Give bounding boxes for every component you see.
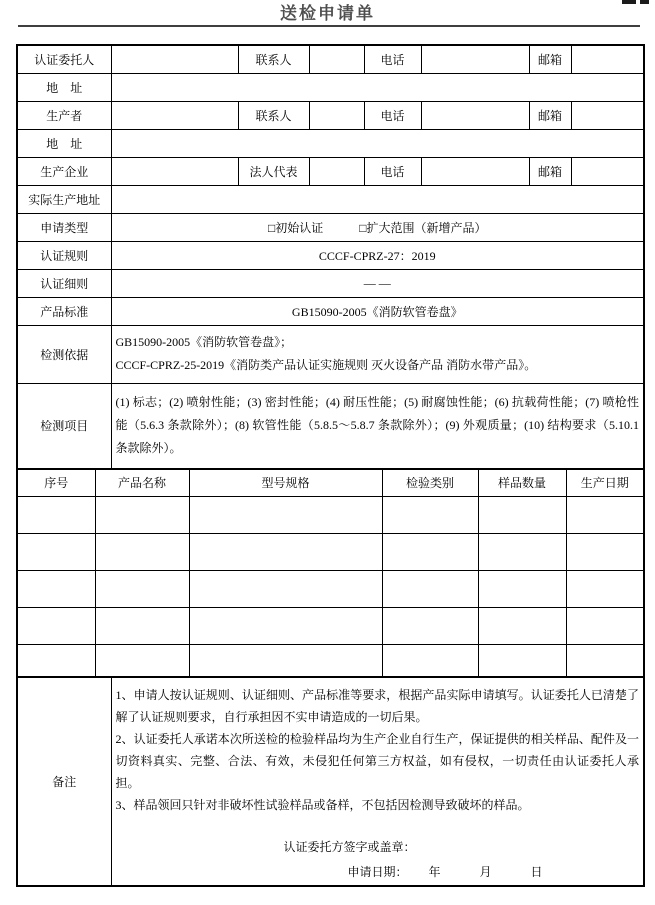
product-cell[interactable] (478, 570, 566, 607)
product-row (17, 496, 644, 533)
test-basis-line-2: CCCF-CPRZ-25-2019《消防类产品认证实施规则 灭火设备产品 消防水带产品》。 (115, 358, 537, 372)
test-basis-row (17, 325, 644, 383)
cert-rule-row (17, 241, 644, 269)
remark-table (16, 676, 645, 887)
cert-detail-label: 认证细则 (17, 269, 111, 297)
product-cell[interactable] (17, 607, 95, 644)
factory-address-value-cell[interactable] (111, 185, 644, 213)
factory-phone-value-cell[interactable] (421, 157, 529, 185)
header-inspection-type: 检验类别 (382, 469, 478, 496)
header-production-date: 生产日期 (566, 469, 644, 496)
producer-phone-label: 电话 (364, 101, 421, 129)
applicant-address-row (17, 73, 644, 101)
factory-label: 生产企业 (17, 157, 111, 185)
applicant-value-cell[interactable] (111, 45, 238, 73)
factory-legal-rep-label: 法人代表 (238, 157, 309, 185)
corner-artifact (622, 0, 649, 4)
product-cell[interactable] (95, 644, 189, 677)
remark-item-2: 2、认证委托人承诺本次所送检的检验样品均为生产企业自行生产，保证提供的相关样品、配件及一切资料真实、完整、合法、有效，未侵犯任何第三方权益，如有侵权，一切责任由认证委托人承担。 (115, 731, 639, 790)
producer-contact-label: 联系人 (238, 101, 309, 129)
remark-label: 备注 (17, 677, 111, 886)
header-seq-no: 序号 (17, 469, 95, 496)
producer-address-value-cell[interactable] (111, 129, 644, 157)
product-cell[interactable] (478, 607, 566, 644)
product-cell[interactable] (189, 533, 382, 570)
product-cell[interactable] (17, 644, 95, 677)
product-standard-label: 产品标准 (17, 297, 111, 325)
product-cell[interactable] (95, 607, 189, 644)
product-cell[interactable] (95, 496, 189, 533)
remark-content (111, 677, 644, 886)
product-cell[interactable] (566, 607, 644, 644)
checkbox-option-expand-scope[interactable]: □扩大范围（新增产品） (359, 220, 487, 235)
header-sample-qty: 样品数量 (478, 469, 566, 496)
factory-legal-rep-value-cell[interactable] (309, 157, 364, 185)
product-cell[interactable] (566, 496, 644, 533)
factory-email-value-cell[interactable] (571, 157, 644, 185)
product-cell[interactable] (189, 496, 382, 533)
product-row (17, 644, 644, 677)
product-cell[interactable] (95, 533, 189, 570)
factory-phone-label: 电话 (364, 157, 421, 185)
test-basis-label: 检测依据 (17, 325, 111, 383)
applicant-phone-label: 电话 (364, 45, 421, 73)
application-type-row (17, 213, 644, 241)
product-cell[interactable] (382, 607, 478, 644)
signature-block (116, 838, 640, 880)
application-type-options-cell (111, 213, 644, 241)
factory-email-label: 邮箱 (529, 157, 571, 185)
factory-row (17, 157, 644, 185)
product-cell[interactable] (478, 496, 566, 533)
factory-address-label: 实际生产地址 (17, 185, 111, 213)
applicant-phone-value-cell[interactable] (421, 45, 529, 73)
producer-address-row (17, 129, 644, 157)
producer-row (17, 101, 644, 129)
product-table-body (17, 496, 644, 677)
header-divider (18, 25, 640, 27)
product-cell[interactable] (382, 496, 478, 533)
header-product-name: 产品名称 (95, 469, 189, 496)
product-cell[interactable] (478, 644, 566, 677)
product-cell[interactable] (382, 533, 478, 570)
test-items-text: (1) 标志；(2) 喷射性能；(3) 密封性能；(4) 耐压性能；(5) 耐腐蚀性能；(6) 抗载荷性能；(7) 喷枪性能（5.6.3 条款除外）；(8) 软管性能（5.8.5～5.8.7 条款除外）；(9) 外观质量；(10) 结构要求（5.10.1 条款除外）。 (111, 383, 644, 469)
product-header-row (17, 469, 644, 496)
info-table (16, 44, 645, 470)
page-title: 送检申请单 (280, 4, 375, 23)
remark-row (17, 677, 644, 886)
product-row (17, 533, 644, 570)
applicant-label: 认证委托人 (17, 45, 111, 73)
product-cell[interactable] (382, 644, 478, 677)
product-standard-value: GB15090-2005《消防软管卷盘》 (111, 297, 644, 325)
product-row (17, 607, 644, 644)
product-cell[interactable] (17, 533, 95, 570)
producer-label: 生产者 (17, 101, 111, 129)
product-cell[interactable] (566, 644, 644, 677)
remark-item-1: 1、申请人按认证规则、认证细则、产品标准等要求，根据产品实际申请填写。认证委托人已清楚了解了认证规则要求，自行承担因不实申请造成的一切后果。 (115, 687, 639, 724)
product-cell[interactable] (382, 570, 478, 607)
test-items-row (17, 383, 644, 469)
applicant-email-value-cell[interactable] (571, 45, 644, 73)
product-cell[interactable] (566, 570, 644, 607)
remark-item-3: 3、样品领回只针对非破坏性试验样品或备样，不包括因检测导致破坏的样品。 (115, 797, 530, 812)
signature-label[interactable]: 认证委托方签字或盖章： (283, 839, 416, 854)
cert-rule-value: CCCF-CPRZ-27：2019 (111, 241, 644, 269)
test-items-label: 检测项目 (17, 383, 111, 469)
product-cell[interactable] (17, 496, 95, 533)
producer-contact-value-cell[interactable] (309, 101, 364, 129)
cert-detail-row (17, 269, 644, 297)
checkbox-option-initial-certification[interactable]: □初始认证 (268, 220, 324, 235)
product-row (17, 570, 644, 607)
cert-rule-label: 认证规则 (17, 241, 111, 269)
applicant-row (17, 45, 644, 73)
product-standard-row (17, 297, 644, 325)
product-cell[interactable] (189, 644, 382, 677)
page-header (0, 0, 655, 44)
applicant-address-value-cell[interactable] (111, 73, 644, 101)
applicant-address-label: 地 址 (17, 73, 111, 101)
product-cell[interactable] (17, 570, 95, 607)
product-table (16, 468, 645, 678)
applicant-contact-value-cell[interactable] (309, 45, 364, 73)
product-cell[interactable] (566, 533, 644, 570)
producer-phone-value-cell[interactable] (421, 101, 529, 129)
factory-address-row (17, 185, 644, 213)
product-cell[interactable] (478, 533, 566, 570)
application-type-label: 申请类型 (17, 213, 111, 241)
test-basis-line-1: GB15090-2005《消防软管卷盘》； (115, 335, 293, 349)
product-cell[interactable] (189, 607, 382, 644)
factory-value-cell[interactable] (111, 157, 238, 185)
header-model-spec: 型号规格 (189, 469, 382, 496)
test-basis-cell (111, 325, 644, 383)
producer-email-label: 邮箱 (529, 101, 571, 129)
applicant-email-label: 邮箱 (529, 45, 571, 73)
producer-value-cell[interactable] (111, 101, 238, 129)
product-cell[interactable] (189, 570, 382, 607)
applicant-contact-label: 联系人 (238, 45, 309, 73)
cert-detail-value: — — (111, 269, 644, 297)
application-date-line[interactable]: 申请日期： 年 月 日 (347, 864, 543, 879)
producer-address-label: 地 址 (17, 129, 111, 157)
producer-email-value-cell[interactable] (571, 101, 644, 129)
product-cell[interactable] (95, 570, 189, 607)
